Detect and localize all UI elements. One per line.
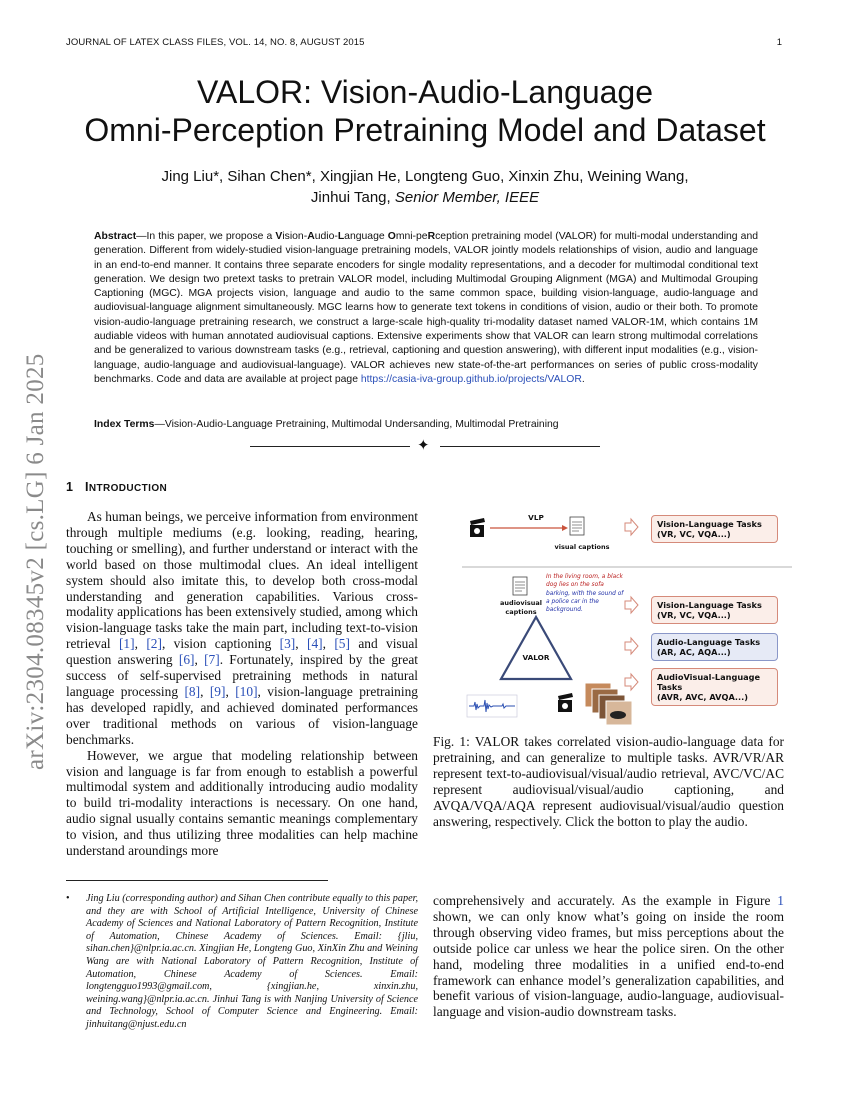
body-text: shown, we can only know what’s going on inside the room through observing video frames, but miss perceptions about the outside police car unless we hear the police siren. On the other hand, modeling three modalities in a unified end-to-end framework can enhance model’s generalization capabilities, and benefit various of vision-language, audio-language, audiovisual-language and vision-audio downstream tasks. — [433, 908, 784, 1020]
body-text: comprehensively and accurately. As the example in Figure — [433, 893, 778, 908]
abstract-text: —In this paper, we propose a — [136, 231, 276, 242]
page-number: 1 — [776, 37, 782, 48]
index-terms — [94, 418, 758, 432]
authors-line-2-role: Senior Member, IEEE — [394, 189, 540, 206]
citation-link[interactable]: [2] — [146, 636, 162, 652]
citation-link[interactable]: [4] — [306, 636, 323, 652]
valor-triangle — [501, 617, 571, 679]
citation-link[interactable]: [8] — [184, 683, 201, 699]
citation-link[interactable]: [1] — [118, 636, 135, 652]
example-caption-part: barking, with the sound of a police car in the background. — [546, 590, 624, 614]
abstract-text: ception pretraining model (VALOR) for multi-modal understanding and generation. Different from widely-studied vision-language pretraining models, VALOR jointly models relationships of vision, audio and language in an end-to-end manner. It contains three separate encoders for single modality representations, and a decoder for multimodal conditional text generation. We design two pretext tasks to pretrain VALOR model, including Multimodal Grouping Alignment (MGA) and Multimodal Grouping Captioning (MGC). MGA projects vision, language and audio to the same common space, building vision-language, audio-language and audiovisual-language alignment simultaneously. MGC learns how to generate text tokens in conditions of vision, audio or their both. To promote vision-audio-language pretraining research, we construct a large-scale high-quality tri-modality dataset named VALOR-1M, which contains 1M audiable videos with human annotated audiovisual captions. Extensive experiments show that VALOR can learn strong multimodal correlations and be generalized to various downstream tasks (e.g., retrieval, captioning and question answering), with different input modalities (e.g., vision-language, audio-language and audiovisual-language). VALOR achieves new state-of-the-art performances on series of public cross-modality benchmarks. Code and data are available at project page — [94, 231, 758, 385]
video-clapper-icon[interactable] — [470, 518, 485, 537]
figure-reference-link[interactable]: 1 — [777, 893, 784, 908]
vlp-arrow-head — [562, 525, 568, 531]
body-text: and visual question answering — [66, 636, 418, 668]
body-text: As human beings, we perceive information from environment through multiple mediums (e.g. looking, reading, hearing, touching or smelling), and further understand or interact with the world based on those multimodal clues. An ideal intelligent system should also imitate this, to develop both cross-modal understanding and generation capabilities. Various cross-modality applications has been extensively studied, among which vision-language tasks take the main part, including text-to-vision retrieval — [66, 509, 418, 652]
section-title-rest: NTRODUCTION — [88, 483, 168, 494]
title-line-1: VALOR: Vision-Audio-Language — [197, 74, 653, 110]
separator-line-left — [250, 446, 410, 447]
body-text: . Fortunately, inspired by the great success of self-supervised pretraining methods in natural language processing — [66, 652, 419, 699]
authors-line-2-name: Jinhui Tang, — [310, 189, 391, 206]
citation-link[interactable]: [10] — [235, 683, 258, 699]
abstract-text: mni-pe — [395, 231, 428, 242]
example-caption-part: In the living room, a black dog lies on the sofa — [546, 574, 623, 589]
vlp-label: VLP — [528, 513, 544, 522]
task-box-title: Audio-Language Tasks — [657, 637, 761, 647]
citation-link[interactable]: [3] — [279, 636, 296, 652]
acronym-letter: R — [427, 231, 436, 242]
valor-label: VALOR — [522, 653, 550, 662]
audiovisual-language-tasks-box — [651, 668, 778, 706]
separator-line-right — [440, 446, 600, 447]
citation-link[interactable]: [5] — [334, 636, 350, 652]
acronym-letter: O — [387, 231, 396, 242]
outline-arrow-icon — [625, 638, 638, 654]
task-box-subtitle: (AR, AC, AQA...) — [657, 647, 731, 657]
figure-1 — [462, 505, 792, 730]
citation-link[interactable]: [6] — [178, 652, 195, 668]
task-box-title: Vision-Language Tasks — [657, 519, 762, 529]
body-text: , vision-language pretraining has developed rapidly, and achieved dominated performances over traditional methods on various of vision-language benchmarks. — [66, 683, 418, 747]
acronym-letter: A — [307, 231, 315, 242]
index-terms-label: Index Terms — [94, 419, 155, 430]
body-text: , vision captioning — [161, 636, 280, 652]
author-footnote — [66, 893, 418, 1032]
example-caption — [546, 573, 626, 614]
video-frames-thumbnail — [585, 683, 632, 725]
project-page-link[interactable]: https://casia-iva-group.github.io/projects/VALOR — [360, 373, 582, 385]
section-title-initial: I — [84, 480, 89, 494]
figure-caption: Fig. 1: VALOR takes correlated vision-audio-language data for pretraining, and can generalize to multiple tasks. AVR/VR/AR represent text-to-audiovisual/visual/audio retrieval, AVC/VC/AC represent audiovisual/visual/audio captioning, and AVQA/VQA/AQA represent audiovisual/visual/audio question answering, respectively. Click the botton to play the audio. — [433, 734, 784, 829]
abstract — [94, 230, 758, 387]
abstract-text: . — [581, 373, 585, 385]
task-box-subtitle: (VR, VC, VQA...) — [657, 610, 731, 620]
outline-arrow-icon — [625, 519, 638, 535]
document-icon — [570, 517, 584, 535]
author-list — [0, 166, 850, 208]
task-box-title: Vision-Language Tasks — [657, 600, 762, 610]
task-box-subtitle: (VR, VC, VQA...) — [657, 529, 731, 539]
right-column-text — [433, 893, 784, 1020]
abstract-text: anguage — [344, 231, 388, 242]
audiovisual-captions-label: audiovisual captions — [500, 599, 542, 616]
document-icon — [513, 577, 527, 595]
acronym-letter: L — [337, 231, 345, 242]
intro-paragraph-2: However, we argue that modeling relationship between vision and language is far from enough to establish a powerful multimodal system and additionally introducing audio modality to build tri-modality interactions is necessary. On one hand, audio signal usually contains semantic meanings complementary to vision, and thus utilizing three modalities can help machine understand aroundings more — [66, 747, 418, 859]
section-number: 1 — [66, 480, 74, 494]
abstract-text: udio- — [314, 231, 338, 242]
paper-title — [0, 73, 850, 149]
citation-link[interactable]: [9] — [209, 683, 226, 699]
separator-diamond-icon: ✦ — [417, 436, 430, 454]
running-head: JOURNAL OF LATEX CLASS FILES, VOL. 14, NO. 8, AUGUST 2015 — [66, 37, 365, 48]
vision-language-tasks-box — [651, 596, 778, 624]
acronym-letter: V — [275, 231, 283, 242]
abstract-label: Abstract — [94, 231, 137, 242]
index-terms-text: —Vision-Audio-Language Pretraining, Multimodal Undersanding, Multimodal Pretraining — [154, 419, 559, 430]
visual-captions-label: visual captions — [554, 543, 610, 551]
section-heading — [66, 480, 167, 494]
video-clapper-icon[interactable] — [558, 693, 573, 712]
introduction-body — [66, 509, 418, 859]
footnote-bullet-icon: • — [66, 893, 70, 904]
outline-arrow-icon — [625, 597, 638, 613]
task-box-subtitle: (AVR, AVC, AVQA...) — [657, 692, 748, 702]
audio-language-tasks-box — [651, 633, 778, 661]
authors-line-1: Jing Liu*, Sihan Chen*, Xingjian He, Longteng Guo, Xinxin Zhu, Weining Wang, — [161, 168, 689, 185]
citation-link[interactable]: [7] — [204, 652, 220, 668]
title-line-2: Omni-Perception Pretraining Model and Dataset — [84, 112, 766, 148]
intro-paragraph-1: As human beings, we perceive information from environment through multiple mediums (e.g. looking, reading, hearing, touching or smelling), and further understand or interact with the world based on those multimodal clues. An ideal intelligent system should also imitate this, to develop both cross-modal understanding and generation capabilities. Various cross-modality applications has been extensively studied, among which vision-language tasks take the main part, including text-to-vision retrieval [1], [2], vision captioning [3], [4], [5] and visual question answering [6], [7]. Fortunately, inspired by the great success of self-supervised pretraining methods in natural language processing [8], [9], [10], vision-language pretraining has developed rapidly, and achieved dominated performances over traditional methods on various of vision-language benchmarks. — [66, 509, 419, 747]
vision-language-tasks-box — [651, 515, 778, 543]
task-box-title: AudioVisual-Language Tasks — [657, 672, 761, 692]
outline-arrow-icon — [625, 674, 638, 690]
footnote-rule — [66, 880, 328, 881]
arxiv-identifier[interactable]: arXiv:2304.08345v2 [cs.LG] 6 Jan 2025 — [22, 353, 49, 770]
abstract-text: ision- — [282, 231, 308, 242]
footnote-text: Jing Liu (corresponding author) and Sihan Chen contribute equally to this paper, and they are with School of Artificial Intelligence, University of Chinese Academy of Sciences and National Laboratory of Pattern Recognition, Institute of Automation, Chinese Academy of Sciences. Email: {jliu, sihan.chen}@nlpr.ia.ac.cn. Xingjian He, Longteng Guo, XinXin Zhu and Weining Wang are with National Laboratory of Pattern Recognition, Institute of Automation, Chinese Academy of Sciences. Email: longtengguo1993@gmail.com, {xingjian.he, xinxin.zhu, weining.wang}@nlpr.ia.ac.cn. Jinhui Tang is with Nanjing University of Science and Technology, School of Computer Science and Engineering. Email: jinhuitang@njust.edu.cn — [86, 893, 418, 1030]
